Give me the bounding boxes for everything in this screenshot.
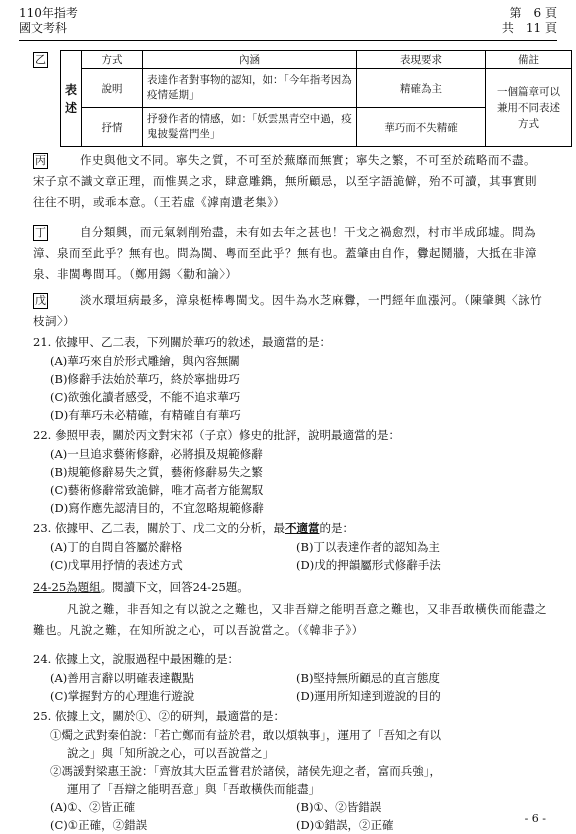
- stem-text: 的是：: [319, 521, 354, 535]
- option-b: (B)規範修辭易失之質，藝術修辭易失之繁: [50, 465, 263, 479]
- table-cell: 表達作者對事物的認知，如：「今年指考因為疫情延期」: [143, 69, 357, 108]
- stem-emphasis: 不適當: [284, 521, 320, 535]
- option-b: (B)丁以表達作者的認知為主: [296, 540, 440, 554]
- passage-text: 凡說之難，非吾知之有以說之之難也，又非吾辯之能明吾意之難也，又非吾敢橫佚而能盡之難也。凡說之難，在知所說之心，可以吾說當之。（《韓非子》）: [33, 602, 547, 637]
- question-24: [33, 650, 553, 705]
- option-d: (D)運用所知達到遊說的目的: [296, 689, 441, 703]
- question-22: [33, 426, 553, 517]
- passage-text: 淡水環垣病最多，漳泉梃棒粵閩戈。因牛為水芝麻釁，一門經年血漲河。（陳肇興〈詠竹枝詞〉）: [33, 293, 543, 328]
- page-total: 共 11 頁: [501, 21, 557, 35]
- group-label: 24-25為題組: [33, 580, 101, 594]
- col-header: 備註: [486, 51, 572, 69]
- question-25: [33, 707, 553, 834]
- question-21: [33, 333, 553, 424]
- option-c: (C)掌握對方的心理進行遊說: [50, 689, 195, 703]
- page-number: - 6 -: [524, 812, 546, 825]
- passage-text: 作史與他文不同。寧失之質，不可至於蕪靡而無實；寧失之繁，不可至於疏略而不盡。宋子京不識文章正理，而惟異之求，肆意雕鐫，無所顧忌，以至字語詭僻，殆不可讀，其事實則往往不明，或乖本意。（王若虛《滹南遺老集》）: [33, 153, 537, 209]
- passage-text: 自分類興，而元氣剝削殆盡，未有如去年之甚也！干戈之禍愈烈，村市半成邱墟。問為漳、泉而至此乎？無有也。問為閩、粵而至此乎？無有也。蓋肇由自作，釁起鬩牆，大抵在非漳泉、非閩粵間耳。（鄭用錫〈勸和論〉）: [33, 225, 537, 281]
- section-wu: [33, 290, 543, 332]
- exam-subject: 國文考科: [19, 21, 68, 35]
- option-a: (A)①、②皆正確: [50, 800, 136, 814]
- option-a: (A)華巧來自於形式雕繪，與內容無關: [50, 354, 240, 368]
- option-d: (D)寫作應先認清目的，不宜忽略規範修辭: [50, 501, 264, 515]
- header-right: [502, 6, 557, 36]
- item-1-line-2: 說之」與「知所說之心，可以吾說當之」: [67, 746, 274, 760]
- option-a: (A)善用言辭以明確表達觀點: [50, 671, 194, 685]
- header-rule: [19, 40, 557, 41]
- section-ding: [33, 222, 543, 285]
- option-c: (C)戊單用抒情的表述方式: [50, 558, 183, 572]
- section-label: 戊: [35, 294, 46, 307]
- question-stem: 22. 參照甲表，關於丙文對宋祁（子京）修史的批評，說明最適當的是：: [33, 428, 400, 442]
- col-header: 方式: [82, 51, 143, 69]
- question-group: [33, 578, 553, 641]
- option-c: (C)①正確，②錯誤: [50, 818, 148, 832]
- exam-year: 110年指考: [19, 6, 78, 20]
- stem-text: 23. 依據甲、乙二表，關於丁、戊二文的分析，最: [33, 521, 285, 535]
- table-side-label: 表述: [61, 51, 82, 147]
- table-cell: 華巧而不失精確: [357, 108, 486, 147]
- question-stem: 25. 依據上文，關於①、②的研判，最適當的是：: [33, 709, 285, 723]
- option-a: (A)丁的自問自答屬於辭格: [50, 540, 183, 554]
- table-cell: 抒情: [82, 108, 143, 147]
- table-cell: 抒發作者的情感，如：「妖雲黑青空中過，疫鬼披髮當門坐」: [143, 108, 357, 147]
- group-intro-text: 。閱讀下文，回答24-25題。: [100, 580, 249, 594]
- option-d: (D)①錯誤，②正確: [296, 818, 394, 832]
- table-cell: 精確為主: [357, 69, 486, 108]
- section-label: 丙: [35, 154, 46, 167]
- item-2-line-2: 運用了「吾辯之能明吾意」與「吾敢橫佚而能盡」: [67, 782, 320, 796]
- question-stem: [33, 519, 553, 538]
- option-d: (D)戊的押韻屬形式修辭手法: [296, 558, 441, 572]
- page-indicator: 第 6 頁: [509, 6, 557, 20]
- option-b: (B)①、②皆錯誤: [296, 800, 382, 814]
- option-d: (D)有華巧未必精確，有精確自有華巧: [50, 408, 241, 422]
- question-23: [33, 519, 553, 574]
- option-a: (A)一旦追求藝術修辭，必將損及規範修辭: [50, 447, 263, 461]
- table-cell: 說明: [82, 69, 143, 108]
- header-left: [19, 6, 78, 36]
- table-cell-note: 一個篇章可以兼用不同表述方式: [486, 69, 572, 147]
- question-stem: 24. 依據上文，說服過程中最困難的是：: [33, 652, 239, 666]
- option-b: (B)修辭手法始於華巧，終於寧拙毋巧: [50, 372, 240, 386]
- option-c: (C)藝術修辭常致詭僻，唯才高者方能駕馭: [50, 483, 264, 497]
- section-label: 乙: [35, 53, 46, 66]
- section-bing: [33, 150, 543, 213]
- option-b: (B)堅持無所顧忌的直言態度: [296, 671, 440, 685]
- col-header: 表現要求: [357, 51, 486, 69]
- col-header: 內涵: [143, 51, 357, 69]
- question-stem: 21. 依據甲、乙二表，下列關於華巧的敘述，最適當的是：: [33, 335, 331, 349]
- group-intro: [33, 578, 553, 597]
- item-1-line-1: ①燭之武對秦伯說：「若亡鄭而有益於君，敢以煩執事」，運用了「吾知之有以: [50, 728, 441, 742]
- section-label: 丁: [35, 226, 46, 239]
- item-2-line-1: ②馮諼對梁惠王說：「齊放其大臣孟嘗君於諸侯，諸侯先迎之者，富而兵強」，: [50, 764, 441, 778]
- option-c: (C)欲強化讀者感受，不能不追求華巧: [50, 390, 241, 404]
- expression-table: [60, 50, 572, 147]
